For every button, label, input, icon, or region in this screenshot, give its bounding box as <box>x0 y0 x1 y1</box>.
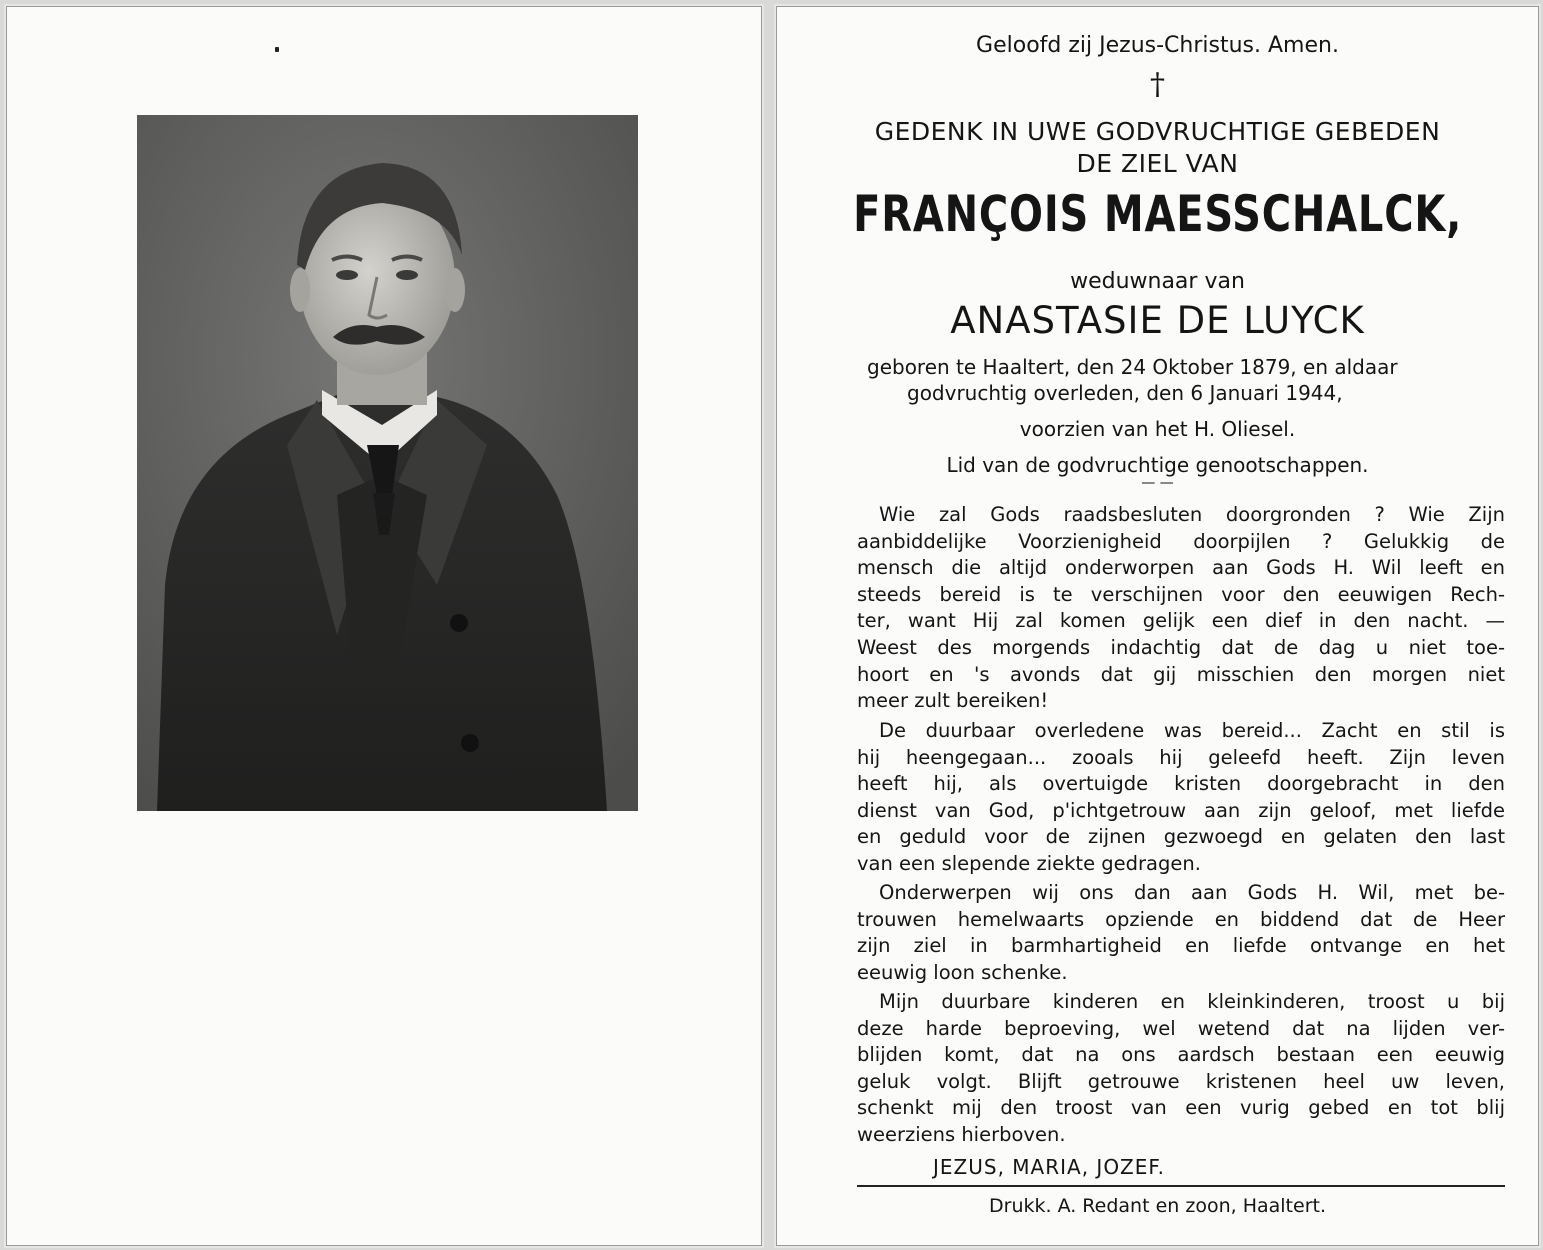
paragraph-2 <box>857 718 1505 878</box>
text-line: Weest des morgends indachtig dat de dag u niet toe- <box>857 635 1505 659</box>
portrait-illustration <box>137 115 638 811</box>
text-line: steeds bereid is te verschijnen voor den eeuwigen Rech- <box>857 582 1505 606</box>
text-line: trouwen hemelwaarts opziende en biddend dat de Heer <box>857 907 1505 931</box>
footer-rule <box>857 1185 1505 1187</box>
text-line: schenkt mij den troost van een vurig gebed en tot blij <box>857 1096 1505 1120</box>
text-line: eeuwig loon schenke. <box>857 960 1068 984</box>
ink-speck <box>275 47 279 52</box>
death-line: godvruchtig overleden, den 6 Januari 1944, <box>907 381 1343 405</box>
paragraph-4 <box>857 989 1505 1149</box>
text-line: deze harde beproeving, wel wetend dat na lijden ver- <box>857 1016 1505 1040</box>
text-line: geluk volgt. Blijft getrouwe kristenen heel uw leven, <box>857 1069 1505 1093</box>
text-line: Wie zal Gods raadsbesluten doorgronden ? Wie Zijn <box>879 503 1505 526</box>
text-line: Onderwerpen wij ons dan aan Gods H. Wil, met be- <box>879 881 1505 904</box>
text-line: De duurbaar overledene was bereid... Zacht en stil is <box>879 719 1505 742</box>
right-card <box>776 6 1539 1246</box>
text-line: meer zult bereiken! <box>857 689 1049 713</box>
text-line: en geduld voor de zijnen gezwoegd en gelaten den last <box>857 825 1505 849</box>
section-divider: — — <box>1141 475 1174 491</box>
portrait-photo <box>137 115 638 811</box>
cross-icon: † <box>1150 67 1165 102</box>
paragraph-3 <box>857 880 1505 986</box>
text-line: van een slepende ziekte gedragen. <box>857 851 1201 875</box>
membership-line: Lid van de godvruchtige genootschappen. <box>946 453 1369 477</box>
text-line: hoort en 's avonds dat gij misschien den morgen niet <box>857 662 1505 686</box>
prayer-line-2: DE ZIEL VAN <box>1076 149 1239 178</box>
text-line: hij heengegaan... zooals hij geleefd heeft. Zijn leven <box>857 745 1505 769</box>
text-line: aanbiddelijke Voorzienigheid doorpijlen ? Gelukkig de <box>857 529 1505 553</box>
text-line: dienst van God, p'ichtgetrouw aan zijn geloof, met liefde <box>857 798 1505 822</box>
spouse-name: ANASTASIE DE LUYCK <box>950 299 1365 342</box>
motto: Geloofd zij Jezus-Christus. Amen. <box>976 33 1339 58</box>
text-line: weerziens hierboven. <box>857 1122 1066 1146</box>
left-card <box>6 6 762 1246</box>
paragraph-1 <box>857 502 1505 715</box>
text-line: zijn ziel in barmhartigheid en liefde ontvange en het <box>857 934 1505 958</box>
closing-invocation: JEZUS, MARIA, JOZEF. <box>933 1155 1166 1179</box>
text-line: ter, want Hij zal komen gelijk een dief in den nacht. — <box>857 609 1505 633</box>
birth-line: geboren te Haaltert, den 24 Oktober 1879, en aldaar <box>867 355 1398 379</box>
prayer-line-1: GEDENK IN UWE GODVRUCHTIGE GEBEDEN <box>874 117 1441 146</box>
sacrament-line: voorzien van het H. Oliesel. <box>1019 417 1296 441</box>
text-line: Mijn duurbare kinderen en kleinkinderen, troost u bij <box>879 990 1505 1013</box>
text-line: mensch die altijd onderworpen aan Gods H. Wil leeft en <box>857 556 1505 580</box>
widower-label: weduwnaar van <box>1070 269 1245 294</box>
deceased-name: FRANÇOIS MAESSCHALCK, <box>853 185 1463 243</box>
text-line: blijden komt, dat na ons aardsch bestaan een eeuwig <box>857 1043 1505 1067</box>
text-line: heeft hij, als overtuigde kristen doorgebracht in den <box>857 772 1505 796</box>
printer-credit: Drukk. A. Redant en zoon, Haaltert. <box>989 1195 1326 1217</box>
